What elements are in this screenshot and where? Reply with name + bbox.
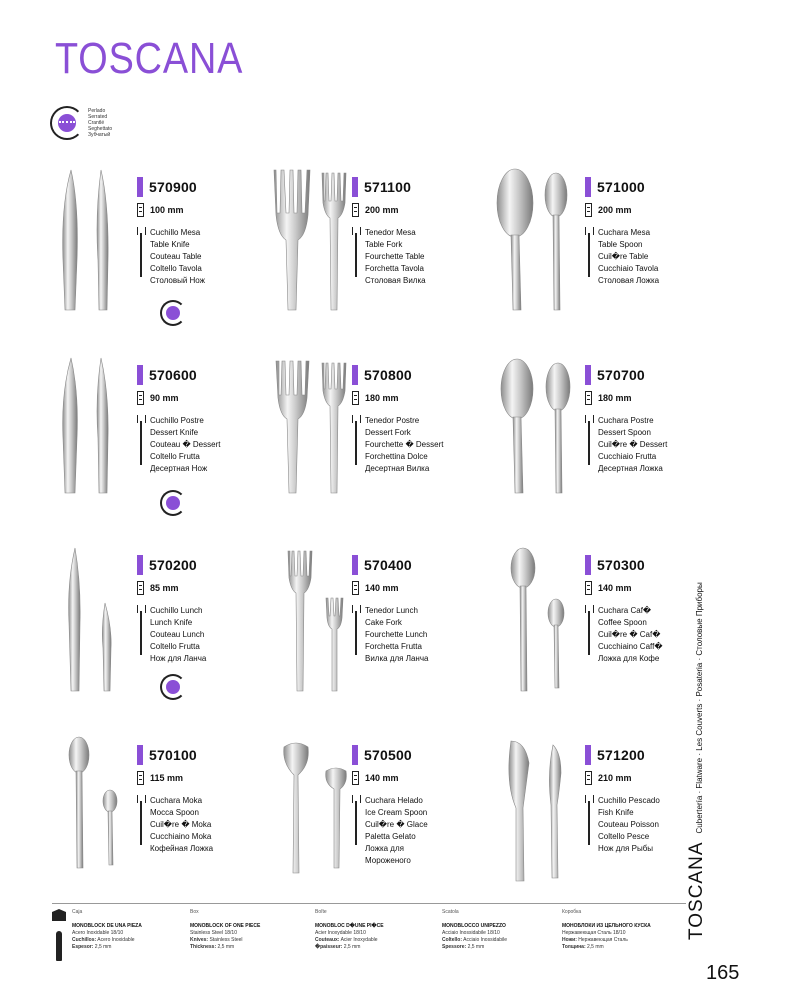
product-info (352, 555, 482, 665)
name-ru: Десертная Нож (150, 464, 208, 473)
serrated-mini-icon (160, 674, 186, 700)
name-it: Coltello Pesce (598, 832, 650, 841)
code-marker (352, 745, 358, 765)
name-fr: Cuil�re � Moka (150, 820, 212, 829)
name-en: Fish Knife (598, 808, 634, 817)
product-info (137, 555, 267, 665)
name-en: Table Knife (150, 240, 190, 249)
product-571100 (270, 165, 490, 355)
footer-line (315, 937, 440, 944)
product-names (150, 605, 206, 665)
dessert-knife-image (55, 353, 135, 528)
name-en: Table Fork (365, 240, 403, 249)
product-code: 570500 (364, 747, 412, 763)
name-es: Cuchara Mesa (598, 228, 651, 237)
name-it: Cucchiaio Frutta (598, 452, 657, 461)
name-fr: Couteau Poisson (598, 820, 659, 829)
name-es: Cuchara Caf� (598, 606, 652, 615)
fork-icon (585, 227, 592, 277)
product-size: 210 mm (598, 773, 632, 783)
name-fr: Cuil�re Table (598, 252, 649, 261)
product-info (137, 365, 267, 475)
name-fr: Couteau Lunch (150, 630, 205, 639)
footer-line (442, 944, 567, 951)
fork-icon (585, 795, 592, 845)
footer-value: Acciaio Inossidabile (462, 937, 508, 943)
name-it: Coltello Tavola (150, 264, 202, 273)
name-en: Coffee Spoon (598, 618, 647, 627)
name-fr: Fourchette Table (365, 252, 425, 261)
footer-key: Ножи: (562, 937, 577, 943)
code-marker (352, 365, 358, 385)
product-571200 (495, 733, 715, 923)
product-code: 570100 (149, 747, 197, 763)
product-size: 200 mm (598, 205, 632, 215)
product-names (150, 415, 220, 475)
footer-head: MONOBLOCK DE UNA PIEZA (72, 923, 142, 929)
name-es: Tenedor Lunch (365, 606, 418, 615)
ruler-icon (137, 203, 144, 217)
name-en: Mocca Spoon (150, 808, 199, 817)
product-570400 (270, 543, 490, 733)
code-marker (585, 177, 591, 197)
name-it: Cucchiaino Moka (150, 832, 212, 841)
badge-lang: Зубчатый (88, 132, 111, 138)
name-es: Tenedor Postre (365, 416, 420, 425)
product-size: 200 mm (365, 205, 399, 215)
name-fr: Couteau Table (150, 252, 202, 261)
product-size: 90 mm (150, 393, 179, 403)
name-es: Cuchara Moka (150, 796, 203, 805)
name-ru: Нож для Ланча (150, 654, 207, 663)
footer-line (190, 937, 315, 944)
serrated-badge (50, 106, 112, 140)
name-en: Cake Fork (365, 618, 402, 627)
code-marker (585, 745, 591, 765)
footer-line: Acier Inoxydable 18/10 (315, 930, 366, 936)
footer-key: Thickness: (190, 944, 217, 950)
code-marker (137, 177, 143, 197)
product-info (352, 365, 482, 475)
code-marker (137, 555, 143, 575)
name-fr: Couteau � Dessert (150, 440, 221, 449)
name-it: Paletta Gelato (365, 832, 416, 841)
footer-divider (52, 903, 686, 904)
product-570500 (270, 733, 490, 923)
footer-line: Acciaio Inossidabile 18/10 (442, 930, 500, 936)
product-names (365, 415, 443, 475)
name-en: Lunch Knife (150, 618, 193, 627)
side-subtitle: Cubertería · Flatware · Les Couverts · Posateria · Столовые Приборы (695, 582, 704, 834)
product-info (585, 365, 715, 475)
name-it: Coltello Frutta (150, 642, 200, 651)
footer-label: Коробка (562, 909, 582, 915)
fork-icon (352, 605, 359, 655)
badge-lang: Seghettato (88, 126, 113, 132)
mocca-spoon-image (55, 733, 135, 908)
table-fork-image (270, 165, 350, 340)
product-names (598, 605, 663, 665)
footer-line (562, 944, 687, 951)
name-en: Dessert Spoon (598, 428, 651, 437)
footer-value: 2,5 mm (93, 944, 112, 950)
footer-value: Stainless Steel (208, 937, 243, 943)
ruler-icon (585, 203, 592, 217)
product-info (137, 177, 267, 287)
code-marker (585, 365, 591, 385)
footer-line: Acero Inoxidable 18/10 (72, 930, 124, 936)
fork-icon (585, 415, 592, 465)
footer-line (72, 937, 197, 944)
ruler-icon (137, 581, 144, 595)
serrated-badge-langs (88, 108, 112, 138)
footer-col-en (190, 905, 315, 951)
product-size: 140 mm (365, 773, 399, 783)
dessert-fork-image (270, 353, 350, 528)
name-es: Cuchillo Mesa (150, 228, 201, 237)
name-ru: Десертная Вилка (365, 464, 430, 473)
knife-icon (56, 931, 62, 961)
footer-value: Acier Inoxydable (339, 937, 378, 943)
fork-icon (352, 227, 359, 277)
footer-line (190, 944, 315, 951)
name-es: Cuchillo Postre (150, 416, 204, 425)
footer-col-fr (315, 905, 440, 951)
product-names (598, 227, 659, 287)
footer-line (442, 937, 567, 944)
product-570700 (495, 353, 715, 543)
footer-line (562, 937, 687, 944)
product-info (352, 745, 482, 867)
name-es: Cuchara Helado (365, 796, 423, 805)
product-names (365, 227, 426, 287)
name-ru: Вилка для Ланча (365, 654, 429, 663)
name-it: Forchettina Dolce (365, 452, 428, 461)
footer-label: Boîte (315, 909, 327, 915)
product-570200 (55, 543, 275, 733)
product-code: 571000 (597, 179, 645, 195)
ruler-icon (352, 581, 359, 595)
footer-line: Stainless Steel 18/10 (190, 930, 237, 936)
footer-key: Coltello: (442, 937, 462, 943)
page-title: TOSCANA (55, 34, 244, 83)
name-fr: Fourchette Lunch (365, 630, 428, 639)
product-names (598, 795, 660, 855)
code-marker (352, 177, 358, 197)
name-ru: Ложка для (365, 844, 404, 853)
product-code: 570200 (149, 557, 197, 573)
side-label (686, 582, 708, 940)
footer-value: 2,5 mm (585, 944, 604, 950)
product-code: 570600 (149, 367, 197, 383)
ruler-icon (352, 391, 359, 405)
footer-col-ru (562, 905, 687, 951)
product-names (150, 227, 205, 287)
footer-head: МОНОБЛОКИ ИЗ ЦЕЛЬНОГО КУСКА (562, 923, 651, 929)
name-ru: Кофейная Ложка (150, 844, 214, 853)
product-info (585, 177, 715, 287)
name-it: Cucchiaino Caff� (598, 642, 663, 651)
name-fr: Fourchette � Dessert (365, 440, 444, 449)
code-marker (137, 365, 143, 385)
ruler-icon (585, 581, 592, 595)
product-570300 (495, 543, 715, 733)
footer-specs (52, 905, 692, 965)
product-names (150, 795, 213, 855)
code-marker (352, 555, 358, 575)
product-size: 140 mm (598, 583, 632, 593)
lunch-knife-image (55, 543, 135, 718)
footer-key: Spessore: (442, 944, 467, 950)
product-code: 570900 (149, 179, 197, 195)
product-size: 140 mm (365, 583, 399, 593)
product-info (352, 177, 482, 287)
name-en: Table Spoon (598, 240, 643, 249)
name-it: Cucchiaio Tavola (598, 264, 659, 273)
ruler-icon (585, 771, 592, 785)
footer-line (72, 944, 197, 951)
footer-value: Нержавеющая Сталь (576, 937, 628, 943)
product-names (365, 795, 428, 867)
name-en: Ice Cream Spoon (365, 808, 428, 817)
name-en: Dessert Fork (365, 428, 411, 437)
name-es: Cuchillo Lunch (150, 606, 203, 615)
product-570800 (270, 353, 490, 543)
name-ru: Ложка для Кофе (598, 654, 660, 663)
badge-lang: Serrated (88, 114, 108, 120)
fork-icon (352, 795, 359, 845)
fork-icon (585, 605, 592, 655)
footer-head: MONOBLOCK OF ONE PIECE (190, 923, 261, 929)
footer-value: Acero Inoxidable (96, 937, 135, 943)
name-it: Forchetta Frutta (365, 642, 422, 651)
product-names (598, 415, 667, 475)
footer-label: Caja (72, 909, 83, 915)
name-es: Cuchara Postre (598, 416, 654, 425)
name-ru: Столовый Нож (150, 276, 206, 285)
name-ru-cont: Мороженого (365, 856, 411, 865)
footer-value: 2,5 mm (342, 944, 361, 950)
serrated-blade-icon (50, 106, 84, 140)
product-names (365, 605, 428, 665)
footer-col-es (72, 905, 197, 951)
ruler-icon (585, 391, 592, 405)
box-icon (52, 909, 66, 921)
product-size: 180 mm (365, 393, 399, 403)
product-size: 85 mm (150, 583, 179, 593)
footer-key: Cuchillos: (72, 937, 97, 943)
footer-key: Couteaux: (315, 937, 340, 943)
table-knife-image (55, 165, 135, 340)
side-title: TOSCANA (686, 841, 707, 940)
product-size: 180 mm (598, 393, 632, 403)
footer-label: Scatola (442, 909, 459, 915)
ruler-icon (137, 391, 144, 405)
product-size: 100 mm (150, 205, 184, 215)
product-570900 (55, 165, 275, 355)
footer-line: Нержавеющая Сталь 18/10 (562, 930, 626, 936)
ruler-icon (137, 771, 144, 785)
ice-cream-spoon-image (270, 733, 350, 908)
name-es: Cuchillo Pescado (598, 796, 660, 805)
footer-value: 2,5 mm (216, 944, 235, 950)
product-571000 (495, 165, 715, 355)
name-it: Forchetta Tavola (365, 264, 424, 273)
name-en: Dessert Knife (150, 428, 199, 437)
fork-icon (137, 227, 144, 277)
fork-icon (352, 415, 359, 465)
product-code: 571200 (597, 747, 645, 763)
fork-icon (137, 795, 144, 845)
badge-lang: Perlado (88, 108, 106, 114)
page-number: 165 (706, 962, 740, 984)
name-fr: Cuil�re � Caf� (598, 630, 661, 639)
name-it: Coltello Frutta (150, 452, 200, 461)
coffee-spoon-image (495, 543, 575, 718)
ruler-icon (352, 203, 359, 217)
product-570100 (55, 733, 275, 923)
product-info (137, 745, 267, 855)
product-code: 571100 (364, 179, 412, 195)
dessert-spoon-image (495, 353, 575, 528)
footer-key: Knives: (190, 937, 209, 943)
name-fr: Cuil�re � Dessert (598, 440, 668, 449)
product-code: 570300 (597, 557, 645, 573)
serrated-mini-icon (160, 490, 186, 516)
code-marker (137, 745, 143, 765)
footer-label: Box (190, 909, 199, 915)
badge-lang: Crantlé (88, 120, 105, 126)
footer-head: MONOBLOC D�UNE PI�CE (315, 923, 384, 929)
fork-icon (137, 415, 144, 465)
name-ru: Десертная Ложка (598, 464, 663, 473)
footer-key: Espesor: (72, 944, 94, 950)
code-marker (585, 555, 591, 575)
fish-knife-image (495, 733, 575, 908)
footer-value: 2,5 mm (466, 944, 485, 950)
name-ru: Столовая Вилка (365, 276, 426, 285)
footer-col-it (442, 905, 567, 951)
product-size: 115 mm (150, 773, 184, 783)
footer-key: Толщина: (562, 944, 586, 950)
name-es: Tenedor Mesa (365, 228, 416, 237)
footer-key: �paisseur: (315, 944, 343, 950)
name-ru: Столовая Ложка (598, 276, 660, 285)
footer-line (315, 944, 440, 951)
name-ru: Нож для Рыбы (598, 844, 654, 853)
cake-fork-image (270, 543, 350, 718)
product-570600 (55, 353, 275, 543)
table-spoon-image (495, 165, 575, 340)
footer-head: MONOBLOCCO UNIPEZZO (442, 923, 506, 929)
product-code: 570800 (364, 367, 412, 383)
fork-icon (137, 605, 144, 655)
name-fr: Cuil�re � Glace (365, 820, 428, 829)
product-code: 570400 (364, 557, 412, 573)
ruler-icon (352, 771, 359, 785)
serrated-mini-icon (160, 300, 186, 326)
product-code: 570700 (597, 367, 645, 383)
